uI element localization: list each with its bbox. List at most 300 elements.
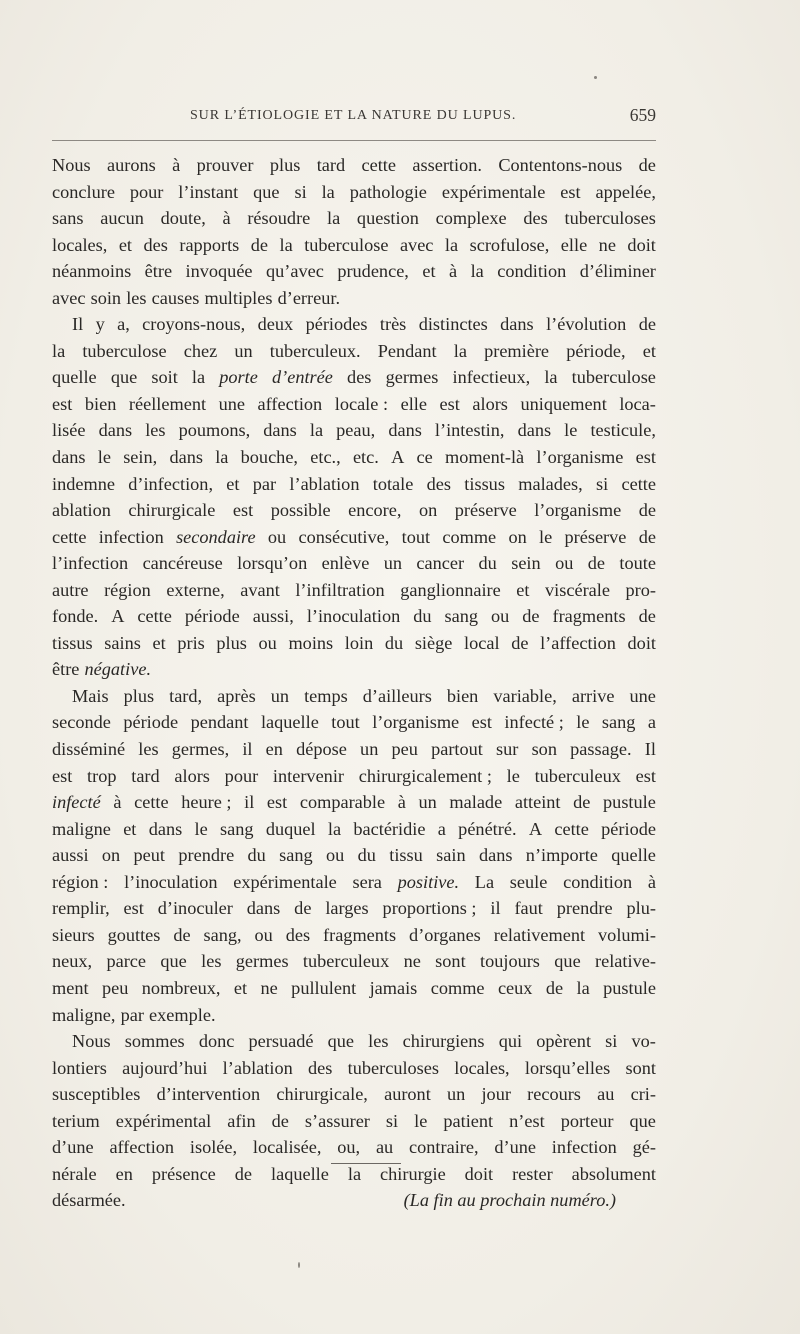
text-line xyxy=(52,1161,656,1188)
word: encore, xyxy=(348,500,402,521)
word: atteint xyxy=(514,792,561,813)
text-line xyxy=(52,869,656,896)
word: nérale xyxy=(52,1163,97,1184)
word: pustule xyxy=(603,792,656,813)
word: chirurgicale xyxy=(128,500,216,521)
word: aussi xyxy=(52,845,89,866)
word: le xyxy=(97,447,111,468)
word: parce xyxy=(106,951,147,972)
word: préserve xyxy=(564,526,627,547)
end-rule xyxy=(331,1163,401,1164)
word: à xyxy=(647,871,656,892)
word: est xyxy=(123,898,144,919)
word: les xyxy=(145,420,166,441)
word: ment xyxy=(52,977,89,998)
word: moins xyxy=(288,632,334,653)
word: tout xyxy=(401,526,431,547)
word: appelée, xyxy=(595,181,656,202)
word: Il xyxy=(72,314,84,335)
word: scrofulose, xyxy=(469,234,550,255)
word: a, xyxy=(117,314,130,335)
word: prudence, xyxy=(337,261,409,282)
word: proportions ; xyxy=(382,898,477,919)
word: comparable xyxy=(299,792,386,813)
text-line xyxy=(52,1028,656,1055)
word: du xyxy=(478,553,497,574)
word: ne xyxy=(403,951,421,972)
word: si xyxy=(595,473,609,494)
word: si xyxy=(385,1110,399,1131)
word: sein, xyxy=(123,447,158,468)
word: avec xyxy=(399,234,434,255)
word: expérimentale xyxy=(441,181,546,202)
word: pénétré. xyxy=(458,818,517,839)
word: ou xyxy=(258,632,277,653)
word: sans xyxy=(52,208,84,229)
word: est xyxy=(232,500,254,521)
word: en xyxy=(115,1163,133,1184)
word: des xyxy=(523,208,548,229)
word: en xyxy=(265,739,283,760)
text-line xyxy=(52,417,656,444)
word: présence xyxy=(151,1163,216,1184)
word: un xyxy=(383,553,403,574)
word: la xyxy=(321,181,335,202)
paper-speck xyxy=(594,76,597,79)
word: un xyxy=(418,792,437,813)
word: a xyxy=(437,818,446,839)
word: chez xyxy=(183,340,218,361)
word: poumons, xyxy=(178,420,251,441)
word: la xyxy=(347,1163,362,1184)
word: l’organisme xyxy=(372,712,460,733)
word: germes, xyxy=(171,739,230,760)
word: ou xyxy=(555,553,574,574)
word: pullulent xyxy=(291,977,357,998)
word: jour xyxy=(481,1084,511,1105)
word: moment-là xyxy=(444,447,525,468)
word: sang xyxy=(279,845,313,866)
word: affection xyxy=(257,393,323,414)
word: est xyxy=(471,712,492,733)
text-line xyxy=(52,709,656,736)
text-line xyxy=(52,736,656,763)
word: positive. xyxy=(397,871,460,892)
word: être xyxy=(144,261,173,282)
word: germes xyxy=(385,367,439,388)
word: qu’avec xyxy=(266,261,324,282)
word: si xyxy=(605,1031,618,1052)
word: l’infiltration xyxy=(295,579,385,600)
word: bien xyxy=(84,393,117,414)
text-line xyxy=(52,816,656,843)
text-line xyxy=(52,444,656,471)
word: laquelle xyxy=(260,712,319,733)
word: dépose xyxy=(296,739,347,760)
word: a xyxy=(647,712,656,733)
word: A xyxy=(111,606,125,627)
word: comme xyxy=(442,526,497,547)
word: peut xyxy=(133,845,166,866)
text-line xyxy=(52,656,656,683)
word: et xyxy=(226,473,240,494)
word: trop xyxy=(87,765,117,786)
word: et xyxy=(642,340,656,361)
word: un xyxy=(234,340,253,361)
word: le xyxy=(414,1110,428,1131)
word: à xyxy=(222,208,231,229)
word: afin xyxy=(227,1110,256,1131)
word: un xyxy=(446,1084,466,1105)
word: à xyxy=(172,155,181,175)
word: relativement xyxy=(493,924,586,945)
word: et xyxy=(152,632,166,653)
word: tout xyxy=(331,712,360,733)
word: ou, xyxy=(337,1137,361,1158)
word: aujourd’hui xyxy=(122,1057,208,1078)
word: infection xyxy=(551,1137,617,1158)
word: doit xyxy=(627,632,656,653)
word: doute, xyxy=(160,208,206,229)
text-line xyxy=(52,152,656,179)
word: locale : xyxy=(334,393,389,414)
word: dans xyxy=(517,420,552,441)
word: d’entrée xyxy=(272,367,333,388)
word: elle xyxy=(560,234,588,255)
word: d’erreur. xyxy=(277,287,341,308)
word: du xyxy=(247,845,266,866)
word: de xyxy=(545,977,564,998)
word: terium xyxy=(52,1110,100,1131)
word: que xyxy=(253,181,280,202)
word: dans xyxy=(246,898,281,919)
word: bouche, xyxy=(240,447,299,468)
word: germes xyxy=(235,951,289,972)
word: infecté ; xyxy=(504,712,564,733)
word: du xyxy=(357,845,376,866)
word: cette xyxy=(621,473,656,494)
word: ne xyxy=(598,234,616,255)
word: distinctes xyxy=(418,314,488,335)
word: tard, xyxy=(169,685,203,706)
word: tuberculose xyxy=(82,340,167,361)
word: néanmoins xyxy=(52,261,132,282)
word: A xyxy=(391,447,405,468)
word: lisée xyxy=(52,420,86,441)
word: cette xyxy=(361,155,397,175)
word: d’organes xyxy=(409,924,481,945)
word: de xyxy=(638,500,656,521)
word: et xyxy=(516,579,530,600)
word: soin xyxy=(90,287,122,308)
word: est xyxy=(560,181,581,202)
word: qui xyxy=(498,1031,523,1052)
word: on xyxy=(101,845,121,866)
word: seconde xyxy=(52,712,111,733)
word: de xyxy=(587,553,606,574)
text-line xyxy=(52,630,656,657)
text-line xyxy=(52,1081,656,1108)
word: prendre xyxy=(556,898,613,919)
word: etc. xyxy=(352,447,379,468)
word: pro- xyxy=(625,579,656,600)
word: comme xyxy=(430,977,485,998)
word: plu- xyxy=(626,898,656,919)
word: multiples xyxy=(204,287,273,308)
word: doit xyxy=(464,1163,494,1184)
word: viscérale xyxy=(545,579,610,600)
word: périodes xyxy=(305,314,368,335)
word: l’ablation xyxy=(222,1057,293,1078)
word: alors xyxy=(174,765,210,786)
word: sains xyxy=(104,632,141,653)
word: de xyxy=(638,526,656,547)
word: tissus xyxy=(464,473,505,494)
word: loca- xyxy=(619,393,656,414)
word: maligne, xyxy=(52,1004,116,1025)
word: dans xyxy=(52,447,86,468)
word: de xyxy=(638,314,656,335)
word: absolument xyxy=(571,1163,656,1184)
word: tuberculoses xyxy=(347,1057,440,1078)
word: sont xyxy=(435,951,466,972)
word: de xyxy=(271,1110,289,1131)
text-line xyxy=(52,1134,656,1161)
word: période xyxy=(184,606,240,627)
word: première xyxy=(484,340,550,361)
word: disséminé xyxy=(52,739,126,760)
word: la xyxy=(52,340,66,361)
word: condition xyxy=(497,261,567,282)
word: bactéridie xyxy=(353,818,426,839)
word: plus xyxy=(216,632,247,653)
word: croyons-nous, xyxy=(142,314,246,335)
word: cette xyxy=(137,606,172,627)
text-line xyxy=(52,1055,656,1082)
word: les xyxy=(201,951,222,972)
word: région : xyxy=(52,871,109,892)
word: porteur xyxy=(560,1110,614,1131)
word: enlève xyxy=(321,553,370,574)
closing-line xyxy=(52,1187,656,1214)
word: n’importe xyxy=(525,845,598,866)
word: dans xyxy=(478,845,513,866)
word: l’organisme xyxy=(534,500,622,521)
word: Nous xyxy=(72,1031,111,1052)
word: recours xyxy=(527,1084,581,1105)
word: vo- xyxy=(631,1031,656,1052)
word: tard xyxy=(316,155,346,175)
word: sera xyxy=(352,871,382,892)
word: au xyxy=(597,1084,615,1105)
word: avant xyxy=(240,579,280,600)
word: la xyxy=(470,261,484,282)
word: l’inoculation xyxy=(306,606,401,627)
word: d’une xyxy=(494,1137,536,1158)
word: pustule xyxy=(603,977,656,998)
word: il xyxy=(490,898,501,919)
word: au xyxy=(375,1137,394,1158)
page-number: 659 xyxy=(629,105,656,125)
text-line xyxy=(52,205,656,232)
word: nombreux, xyxy=(141,977,221,998)
word: sieurs xyxy=(52,924,95,945)
word: si xyxy=(294,181,307,202)
word: pris xyxy=(177,632,205,653)
word: chirurgicale, xyxy=(276,1084,368,1105)
word: résoudre xyxy=(247,208,311,229)
word: cette xyxy=(134,792,169,813)
word: lorsqu’elles xyxy=(524,1057,611,1078)
word: deux xyxy=(257,314,294,335)
word: indemne xyxy=(52,473,115,494)
word: sang, xyxy=(203,924,242,945)
word: de xyxy=(511,632,529,653)
word: la xyxy=(327,208,341,229)
word: et xyxy=(118,234,133,255)
word: ou xyxy=(254,924,273,945)
word: réellement xyxy=(128,393,207,414)
word: A xyxy=(528,818,543,839)
word: tard xyxy=(131,765,160,786)
word: l’organisme xyxy=(536,447,624,468)
closing-word: désarmée. xyxy=(52,1190,126,1211)
word: la xyxy=(544,367,558,388)
word: est xyxy=(439,393,460,414)
text-line xyxy=(52,285,656,312)
word: relative- xyxy=(595,951,656,972)
word: que xyxy=(110,367,138,388)
word: peu xyxy=(101,977,129,998)
text-line xyxy=(52,232,656,259)
word: des xyxy=(426,473,452,494)
word: dans xyxy=(169,447,203,468)
word: tuberculoses xyxy=(564,208,656,229)
word: variable, xyxy=(493,685,557,706)
word: sang xyxy=(220,818,254,839)
word: tuberculeux xyxy=(302,951,390,972)
word: de xyxy=(250,234,269,255)
word: la xyxy=(453,340,467,361)
word: l’ablation xyxy=(289,473,360,494)
word: sommes xyxy=(124,1031,185,1052)
word: cancéreuse xyxy=(142,553,223,574)
word: et xyxy=(233,977,248,998)
word: de xyxy=(294,898,312,919)
word: plus xyxy=(269,155,301,175)
word: ne xyxy=(260,977,278,998)
word: sain xyxy=(436,845,466,866)
word: l’instant xyxy=(178,181,239,202)
word: y xyxy=(95,314,105,335)
word: dans xyxy=(388,420,422,441)
word: local xyxy=(464,632,500,653)
word: partout xyxy=(431,739,483,760)
word: condition xyxy=(563,871,633,892)
word: expérimentale xyxy=(233,871,337,892)
word: est xyxy=(266,792,288,813)
word: jamais xyxy=(369,977,418,998)
word: de xyxy=(638,606,656,627)
word: l’inoculation xyxy=(124,871,218,892)
word: de xyxy=(234,1163,253,1184)
word: est xyxy=(52,765,73,786)
word: le xyxy=(506,765,520,786)
word: la xyxy=(327,818,342,839)
word: fragments xyxy=(552,606,626,627)
word: sur xyxy=(496,739,519,760)
word: arrive xyxy=(571,685,615,706)
word: quelle xyxy=(52,367,97,388)
word: locales, xyxy=(454,1057,510,1078)
word: gouttes xyxy=(107,924,161,945)
word: le xyxy=(539,526,553,547)
word: ablation xyxy=(52,500,111,521)
word: Il xyxy=(644,739,656,760)
word: lontiers xyxy=(52,1057,107,1078)
text-line xyxy=(52,311,656,338)
word: la xyxy=(191,367,206,388)
word: prendre xyxy=(178,845,235,866)
text-line xyxy=(52,895,656,922)
word: est xyxy=(52,393,73,414)
word: lorsqu’on xyxy=(237,553,308,574)
word: complexe xyxy=(435,208,507,229)
text-line xyxy=(52,364,656,391)
word: ganglionnaire xyxy=(400,579,501,600)
word: de xyxy=(173,924,191,945)
word: d’ailleurs xyxy=(362,685,432,706)
word: Pendant xyxy=(377,340,437,361)
word: avec xyxy=(52,287,86,308)
text-line xyxy=(52,524,656,551)
word: à xyxy=(449,261,458,282)
text-line xyxy=(52,922,656,949)
word: est xyxy=(635,447,656,468)
word: et xyxy=(123,818,137,839)
body-text xyxy=(52,152,656,1214)
word: pathologie xyxy=(349,181,427,202)
word: Nous xyxy=(52,155,91,175)
word: laquelle xyxy=(271,1163,329,1184)
word: d’infection, xyxy=(128,473,214,494)
word: toujours xyxy=(480,951,540,972)
word: dans xyxy=(500,314,534,335)
text-line xyxy=(52,975,656,1002)
continuation-note: (La fin au prochain numéro.) xyxy=(403,1190,616,1211)
word: cette xyxy=(554,818,589,839)
word: siège xyxy=(414,632,453,653)
word: dans xyxy=(98,420,133,441)
word: intervenir xyxy=(272,765,344,786)
word: l’intestin, xyxy=(434,420,505,441)
text-line xyxy=(52,842,656,869)
text-line xyxy=(52,577,656,604)
word: affection xyxy=(109,1137,175,1158)
word: uniquement xyxy=(520,393,607,414)
page-header xyxy=(52,105,656,134)
word: ou xyxy=(267,526,287,547)
word: porte xyxy=(219,367,258,388)
word: prouver xyxy=(196,155,254,175)
word: temps xyxy=(304,685,348,706)
word: pendant xyxy=(190,712,249,733)
word: testicule, xyxy=(590,420,656,441)
word: malades, xyxy=(518,473,583,494)
word: dans xyxy=(263,420,297,441)
word: gé- xyxy=(632,1137,656,1158)
word: le xyxy=(576,712,590,733)
